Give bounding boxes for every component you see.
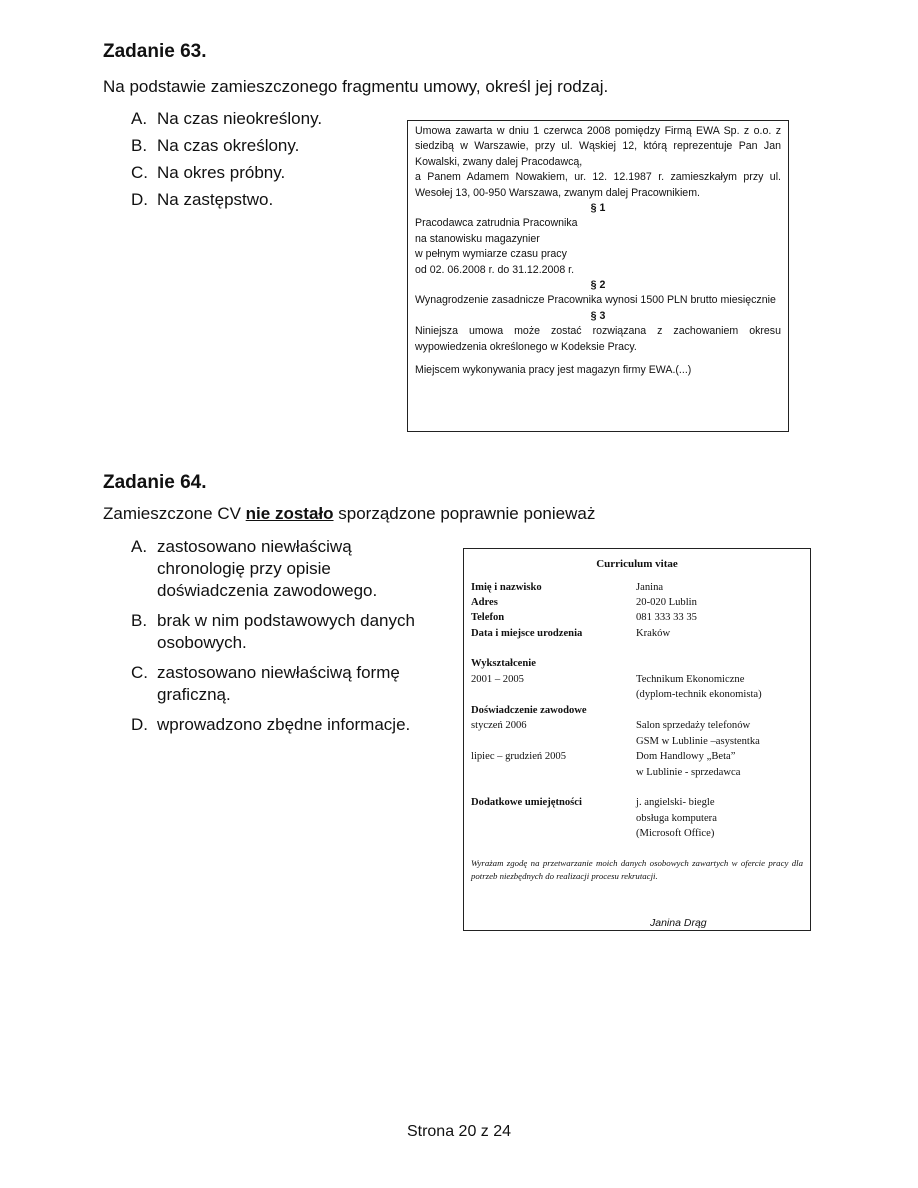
answer-letter: D. — [131, 715, 148, 734]
section-3-text: Niniejsza umowa może zostać rozwiązana z zachowaniem okresu wypowiedzenia określonego w Kodeksie Pracy. — [415, 325, 781, 353]
task-64-answers — [131, 536, 441, 744]
answer-d — [131, 186, 381, 213]
cv-experience-value: GSM w Lublinie –asystentka — [636, 736, 760, 747]
cv-skills-value: (Microsoft Office) — [636, 828, 715, 839]
answer-letter: B. — [131, 136, 148, 155]
answer-text: zastosowano niewłaściwą chronologię przy opisie doświadczenia zawodowego. — [157, 537, 378, 600]
answer-letter: A. — [131, 109, 148, 128]
section-1-line: Pracodawca zatrudnia Pracownika — [415, 217, 578, 230]
answer-text: Na czas nieokreślony. — [157, 109, 323, 128]
answer-a — [131, 536, 441, 602]
contract-excerpt-box — [407, 120, 789, 432]
task-64-title: Zadanie 64. — [103, 472, 207, 493]
cv-skills-value: obsługa komputera — [636, 813, 717, 824]
task-63-question: Na podstawie zamieszczonego fragmentu umowy, określ jej rodzaj. — [103, 77, 609, 96]
question-text: Zamieszczone CV — [103, 504, 246, 523]
task-64-question — [103, 504, 595, 524]
task-63-answers — [131, 105, 381, 213]
cv-address-value: 20-020 Lublin — [636, 597, 697, 608]
cv-experience-value: Dom Handlowy „Beta” — [636, 751, 736, 762]
cv-birth-label: Data i miejsce urodzenia — [471, 628, 583, 639]
cv-name-value: Janina — [636, 582, 664, 593]
question-emphasis: nie zostało — [245, 504, 334, 523]
cv-birth-value: Kraków — [636, 628, 671, 639]
answer-letter: C. — [131, 163, 148, 182]
cv-box — [463, 548, 811, 931]
cv-education-value: Technikum Ekonomiczne — [636, 674, 745, 685]
cv-experience-label: Doświadczenie zawodowe — [471, 705, 587, 716]
task-63-title: Zadanie 63. — [103, 41, 207, 62]
answer-b — [131, 610, 441, 654]
contract-intro: Umowa zawarta w dniu 1 czerwca 2008 pomiędzy Firmą EWA Sp. z o.o. z siedzibą w Warszawie, przy ul. Wąskiej 12, którą reprezentuje Pan Jan Kowalski, zwany dalej Pracodawcą, — [415, 125, 781, 168]
cv-name-label: Imię i nazwisko — [471, 582, 542, 593]
cv-address-label: Adres — [471, 597, 498, 608]
cv-skills-label: Dodatkowe umiejętności — [471, 797, 582, 808]
page-number: Strona 20 z 24 — [406, 1123, 512, 1140]
answer-c — [131, 159, 381, 186]
answer-text: zastosowano niewłaściwą formę graficzną. — [157, 663, 400, 704]
answer-b — [131, 132, 381, 159]
question-text: sporządzone poprawnie ponieważ — [333, 504, 596, 523]
section-1-line: w pełnym wymiarze czasu pracy — [415, 248, 567, 261]
cv-experience-period: styczeń 2006 — [471, 720, 527, 731]
cv-experience-value: Salon sprzedaży telefonów — [636, 720, 751, 731]
answer-a — [131, 105, 381, 132]
section-1-heading: § 1 — [590, 202, 606, 215]
cv-phone-value: 081 333 33 35 — [636, 612, 697, 623]
section-1-line: od 02. 06.2008 r. do 31.12.2008 r. — [415, 263, 575, 276]
cv-consent-clause: Wyrażam zgodę na przetwarzanie moich danych osobowych zawartych w ofercie pracy dla potrzeb niezbędnych do realizacji procesu rekrutacji. — [471, 858, 803, 881]
answer-text: Na okres próbny. — [157, 163, 286, 182]
contract-party2: a Panem Adamem Nowakiem, ur. 12. 12.1987 r. zamieszkałym przy ul. Wesołej 13, 00-950 Warszawa, zwanym dalej Pracownikiem. — [415, 171, 781, 199]
section-2-text: Wynagrodzenie zasadnicze Pracownika wynosi 1500 PLN brutto miesięcznie — [415, 294, 776, 307]
answer-d — [131, 714, 441, 736]
cv-signature: Janina Drąg — [650, 917, 707, 929]
section-2-heading: § 2 — [590, 279, 606, 292]
work-place-text: Miejscem wykonywania pracy jest magazyn firmy EWA.(...) — [415, 364, 692, 377]
answer-letter: B. — [131, 611, 148, 630]
cv-title: Curriculum vitae — [596, 558, 678, 570]
answer-text: Na zastępstwo. — [157, 190, 274, 209]
cv-education-label: Wykształcenie — [471, 658, 536, 669]
answer-letter: D. — [131, 190, 148, 209]
cv-experience-period: lipiec – grudzień 2005 — [471, 751, 567, 762]
answer-text: Na czas określony. — [157, 136, 300, 155]
cv-education-value: (dyplom-technik ekonomista) — [636, 689, 762, 700]
answer-text: brak w nim podstawowych danych osobowych. — [157, 611, 415, 652]
answer-text: wprowadzono zbędne informacje. — [157, 715, 411, 734]
section-3-heading: § 3 — [590, 309, 606, 322]
answer-letter: C. — [131, 663, 148, 682]
cv-skills-value: j. angielski- biegle — [636, 797, 715, 808]
cv-education-period: 2001 – 2005 — [471, 674, 524, 685]
answer-c — [131, 662, 441, 706]
section-1-line: na stanowisku magazynier — [415, 232, 540, 245]
cv-phone-label: Telefon — [471, 612, 505, 623]
cv-experience-value: w Lublinie - sprzedawca — [636, 767, 741, 778]
answer-letter: A. — [131, 537, 148, 556]
